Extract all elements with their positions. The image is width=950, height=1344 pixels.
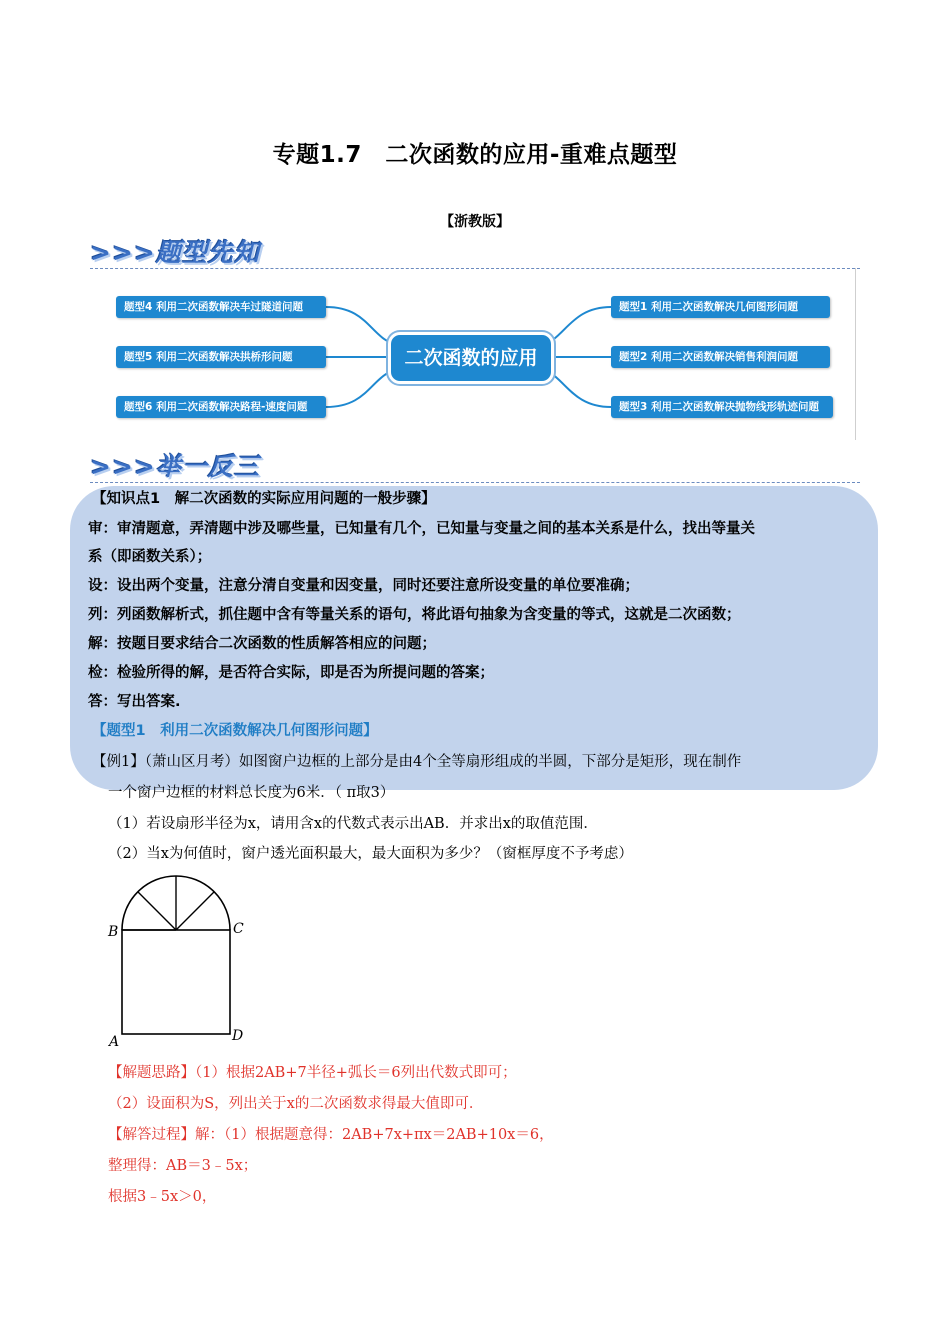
mindmap-right-item: 题型2 利用二次函数解决销售利润问题: [611, 346, 830, 368]
example-text: 一个窗户边框的材料总长度为6米．（ π取3）: [108, 785, 395, 801]
divider: [90, 268, 860, 269]
knowledge-line: 审：审清题意，弄清题中涉及哪些量，已知量有几个，已知量与变量之间的基本关系是什么，找出等量关: [88, 521, 755, 537]
solution-idea: （2）设面积为S，列出关于x的二次函数求得最大值即可．: [108, 1096, 484, 1112]
solution-process: 【解答过程】解：（1）根据题意得：2AB+7x+πx＝2AB+10x＝6，: [108, 1127, 554, 1143]
knowledge-line: 设：设出两个变量，注意分清自变量和因变量，同时还要注意所设变量的单位要准确；: [88, 578, 639, 594]
solution-step: 根据3﹣5x＞0，: [108, 1189, 217, 1205]
label-C: C: [233, 921, 244, 937]
label-A: A: [109, 1034, 120, 1050]
divider: [90, 482, 860, 483]
banner-practice: >>>举一反三: [90, 452, 260, 481]
example-text: 【例1】（萧山区月考）如图窗户边框的上部分是由4个全等扇形组成的半圆，下部分是矩形，现在制作: [92, 754, 742, 770]
mindmap-center: 二次函数的应用: [388, 332, 554, 384]
question-1: （1）若设扇形半径为x，请用含x的代数式表示出AB．并求出x的取值范围．: [108, 816, 598, 832]
mindmap-left-item: 题型6 利用二次函数解决路程-速度问题: [116, 396, 326, 418]
window-figure: [100, 870, 260, 1050]
mindmap-right-item: 题型3 利用二次函数解决抛物线形轨迹问题: [611, 396, 833, 418]
solution-step: 整理得：AB＝3﹣5x；: [108, 1158, 258, 1174]
mindmap-left-item: 题型4 利用二次函数解决车过隧道问题: [116, 296, 326, 318]
label-D: D: [232, 1028, 244, 1044]
knowledge-line: 答：写出答案.: [88, 694, 181, 710]
mindmap-left-item: 题型5 利用二次函数解决拱桥形问题: [116, 346, 326, 368]
type1-heading: 【题型1 利用二次函数解决几何图形问题】: [92, 723, 378, 739]
knowledge-line: 系（即函数关系）；: [88, 549, 212, 565]
knowledge-line: 解：按题目要求结合二次函数的性质解答相应的问题；: [88, 636, 436, 652]
banner-type-preview: >>>题型先知: [90, 238, 260, 267]
knowledge-heading: 【知识点1 解二次函数的实际应用问题的一般步骤】: [92, 491, 436, 507]
solution-idea: 【解题思路】（1）根据2AB+7半径+弧长＝6列出代数式即可；: [108, 1065, 517, 1081]
edition-label: 【浙教版】: [440, 214, 510, 230]
question-2: （2）当x为何值时，窗户透光面积最大，最大面积为多少？（窗框厚度不予考虑）: [108, 846, 633, 862]
page-title: 专题1.7 二次函数的应用-重难点题型: [272, 142, 678, 168]
knowledge-line: 检：检验所得的解，是否符合实际，即是否为所提问题的答案；: [88, 665, 494, 681]
mindmap-right-item: 题型1 利用二次函数解决几何图形问题: [611, 296, 830, 318]
knowledge-line: 列：列函数解析式，抓住题中含有等量关系的语句，将此语句抽象为含变量的等式，这就是二次函数；: [88, 607, 741, 623]
label-B: B: [108, 924, 119, 940]
